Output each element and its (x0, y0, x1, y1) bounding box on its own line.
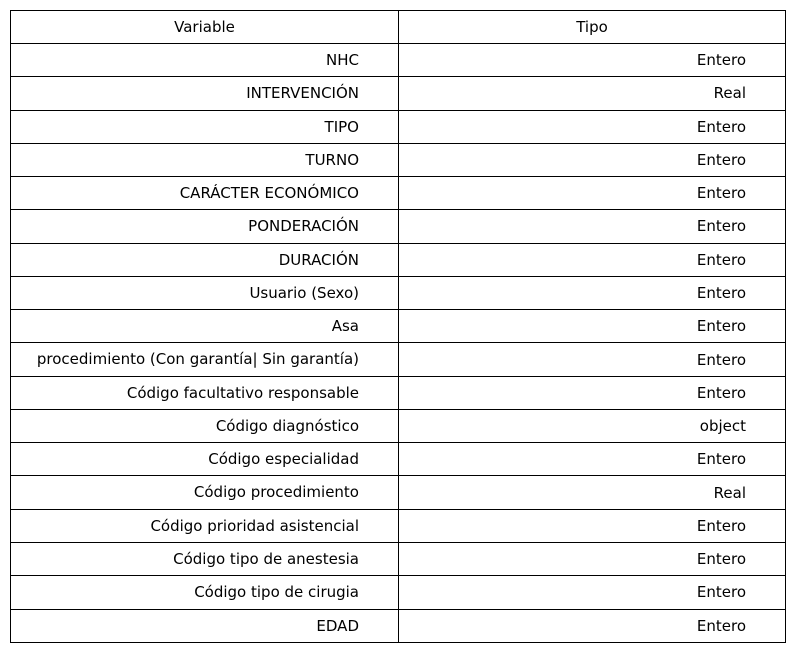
variable-name: Código prioridad asistencial (150, 516, 359, 535)
tipo-cell: Entero (399, 276, 786, 309)
table-row (11, 44, 786, 77)
variable-name: Código especialidad (208, 450, 359, 469)
variable-name: TURNO (305, 150, 359, 169)
variable-name: Código tipo de anestesia (173, 549, 359, 568)
variable-name: Asa (331, 317, 359, 336)
table-row (11, 409, 786, 442)
tipo-cell: Entero (399, 110, 786, 143)
table-row (11, 476, 786, 509)
tipo-cell: Entero (399, 310, 786, 343)
tipo-cell: Entero (399, 143, 786, 176)
tipo-cell: Real (399, 476, 786, 509)
variable-name: Código facultativo responsable (126, 383, 359, 402)
variable-name: CARÁCTER ECONÓMICO (179, 184, 359, 203)
variable-name: DURACIÓN (278, 250, 359, 269)
header-tipo: Tipo (399, 11, 786, 44)
variable-cell (11, 177, 399, 210)
table-row (11, 576, 786, 609)
variable-name: PONDERACIÓN (248, 217, 359, 236)
variable-cell (11, 542, 399, 575)
variable-cell (11, 476, 399, 509)
tipo-cell: Entero (399, 177, 786, 210)
variable-name: Código diagnóstico (215, 416, 359, 435)
variable-name: Código tipo de cirugia (194, 583, 359, 602)
table-row (11, 542, 786, 575)
table-body (11, 44, 786, 643)
variable-cell (11, 609, 399, 642)
table-row (11, 509, 786, 542)
variable-cell (11, 409, 399, 442)
table-row (11, 443, 786, 476)
table-row (11, 77, 786, 110)
table-row (11, 243, 786, 276)
tipo-cell: Entero (399, 542, 786, 575)
tipo-cell: Entero (399, 576, 786, 609)
variables-table (10, 10, 786, 643)
variable-cell (11, 110, 399, 143)
table-row (11, 110, 786, 143)
table-row (11, 376, 786, 409)
table-row (11, 143, 786, 176)
variable-name: Código procedimiento (193, 483, 359, 502)
variable-cell (11, 210, 399, 243)
variable-cell (11, 509, 399, 542)
table-row (11, 210, 786, 243)
tipo-cell: Entero (399, 509, 786, 542)
tipo-cell: Real (399, 77, 786, 110)
tipo-cell: object (399, 409, 786, 442)
variable-cell (11, 343, 399, 376)
variable-cell (11, 443, 399, 476)
variable-cell (11, 576, 399, 609)
variable-name: TIPO (324, 117, 359, 136)
tipo-cell: Entero (399, 210, 786, 243)
tipo-cell: Entero (399, 443, 786, 476)
header-variable: Variable (11, 11, 399, 44)
variable-cell (11, 143, 399, 176)
variable-name: EDAD (316, 616, 359, 635)
tipo-cell: Entero (399, 376, 786, 409)
tipo-cell: Entero (399, 44, 786, 77)
table-row (11, 343, 786, 376)
variable-name: Usuario (Sexo) (249, 283, 359, 302)
tipo-cell: Entero (399, 243, 786, 276)
variable-name: INTERVENCIÓN (246, 84, 359, 103)
variable-cell (11, 276, 399, 309)
table-row (11, 310, 786, 343)
variable-cell (11, 310, 399, 343)
table-row (11, 276, 786, 309)
variable-cell (11, 243, 399, 276)
tipo-cell: Entero (399, 609, 786, 642)
tipo-cell: Entero (399, 343, 786, 376)
variable-cell (11, 376, 399, 409)
variable-name: procedimiento (Con garantía| Sin garantía) (36, 350, 359, 369)
table-row (11, 609, 786, 642)
variable-cell (11, 77, 399, 110)
variable-cell (11, 44, 399, 77)
variable-name: NHC (326, 51, 359, 69)
header-row (11, 11, 786, 44)
table-row (11, 177, 786, 210)
